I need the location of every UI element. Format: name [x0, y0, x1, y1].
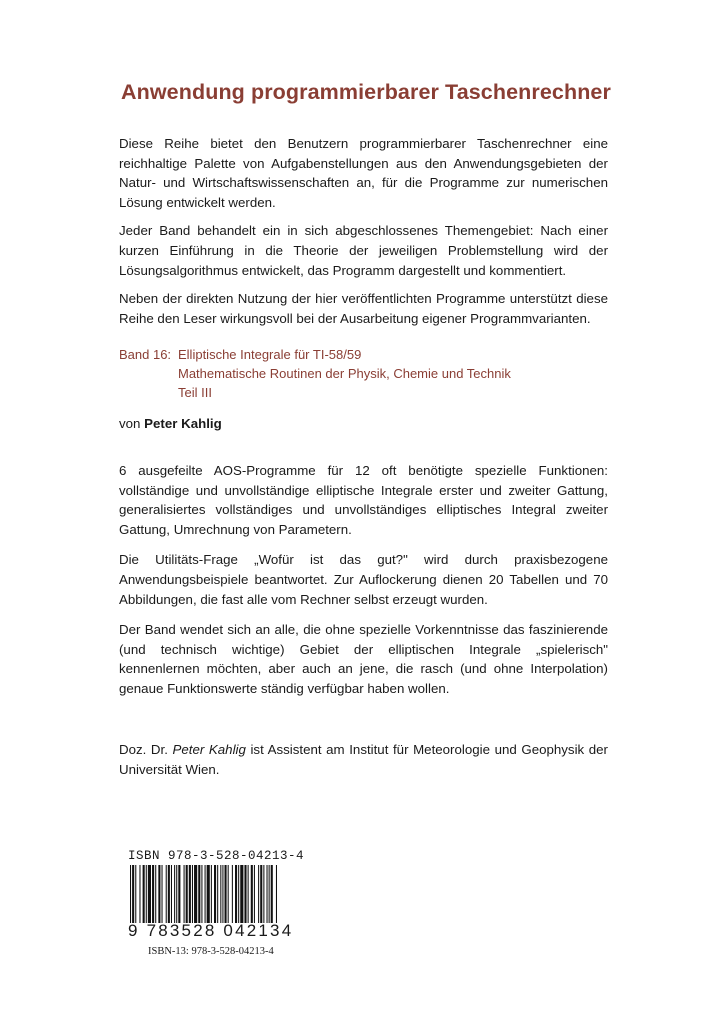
volume-label: Band 16: [119, 347, 172, 362]
barcode-bar [132, 865, 134, 923]
barcode-bar [166, 865, 167, 923]
barcode-bar [178, 865, 180, 923]
barcode-digits: 9 783528 042134 [128, 921, 294, 940]
barcode-bar [189, 865, 191, 923]
barcode-bar [269, 865, 270, 923]
barcode-bar [225, 865, 227, 923]
barcode-bar [238, 865, 239, 923]
volume-title: Elliptische Integrale für TI-58/59 [178, 347, 362, 362]
barcode-bar [267, 865, 268, 923]
barcode-bar [258, 865, 259, 923]
barcode-bar [143, 865, 145, 923]
barcode-bar [186, 865, 188, 923]
barcode-bar [135, 865, 136, 923]
barcode-bar [158, 865, 160, 923]
barcode-bar [220, 865, 221, 923]
barcode-bar [271, 865, 273, 923]
barcode-bar [232, 865, 233, 923]
barcode-bar [155, 865, 156, 923]
intro-paragraph: Neben der direkten Nutzung der hier veröffentlichten Programme unterstützt diese Reihe den Leser wirkungsvoll bei der Ausarbeitung eigener Programmvarianten. [119, 291, 608, 326]
volume-description [119, 461, 608, 710]
barcode-bar [130, 865, 131, 923]
barcode-bar [168, 865, 170, 923]
barcode-bar [248, 865, 249, 923]
barcode-bar [251, 865, 253, 923]
barcode-bar [228, 865, 229, 923]
barcode-bar [171, 865, 172, 923]
barcode-bar [162, 865, 163, 923]
author-line [119, 416, 222, 431]
barcode-bar [198, 865, 200, 923]
barcode-bar [263, 865, 264, 923]
barcode-bar [174, 865, 175, 923]
author-name: Peter Kahlig [144, 416, 222, 431]
barcode-bar [205, 865, 206, 923]
barcode-bar [201, 865, 202, 923]
barcode-image [128, 865, 280, 923]
series-intro [119, 134, 608, 337]
barcode-bar [207, 865, 210, 923]
volume-subtitle: Mathematische Routinen der Physik, Chemie und Technik [178, 366, 511, 381]
isbn-header: ISBN 978-3-528-04213-4 [128, 849, 305, 863]
barcode-bar [184, 865, 185, 923]
intro-paragraph: Diese Reihe bietet den Benutzern programmierbarer Taschenrechner eine reichhaltige Palette von Aufgabenstellungen aus den Anwendungsgebieten der Natur- und Wirtschaftswissenschaften an, für die Programme zur numerischen Lösung entwickelt werden. [119, 136, 608, 210]
volume-part: Teil III [178, 385, 212, 400]
barcode-bar [240, 865, 243, 923]
barcode-bar [176, 865, 177, 923]
barcode-bar [214, 865, 216, 923]
barcode-block [128, 849, 304, 941]
barcode-bar [139, 865, 140, 923]
bio-paragraph [119, 740, 608, 779]
isbn-13-label: ISBN-13: 978-3-528-04213-4 [148, 946, 274, 957]
barcode-bar [211, 865, 212, 923]
barcode-bar [222, 865, 223, 923]
barcode-bar [146, 865, 147, 923]
barcode-bar [148, 865, 151, 923]
barcode-bar [217, 865, 218, 923]
barcode-bar [244, 865, 246, 923]
barcode-bar [152, 865, 154, 923]
author-prefix: von [119, 416, 141, 431]
barcode-bar [260, 865, 262, 923]
description-paragraph: Der Band wendet sich an alle, die ohne spezielle Vorkenntnisse das faszinierende (und technisch wichtige) Gebiet der elliptischen Integrale „spielerisch" kennenlernen möchten, aber auch an jene, die rasch (und ohne Interpolation) genaue Funktionswerte ständig verfügbar haben wollen. [119, 622, 608, 696]
bio-title: Doz. Dr. [119, 742, 168, 757]
bio-text: ist Assistent am Institut für Meteorologie und Geophysik der Universität Wien. [119, 742, 608, 777]
description-paragraph: Die Utilitäts-Frage „Wofür ist das gut?" wird durch praxisbezogene Anwendungsbeispiele beantwortet. Zur Auflockerung dienen 20 Tabellen und 70 Abbildungen, die fast alle vom Rechner selbst erzeugt wurden. [119, 552, 608, 607]
intro-paragraph: Jeder Band behandelt ein in sich abgeschlossenes Themengebiet: Nach einer kurzen Einführung in die Theorie der jeweiligen Problemstellung wird der Lösungsalgorithmus entwickelt, das Programm dargestellt und kommentiert. [119, 223, 608, 278]
barcode-bar [276, 865, 277, 923]
barcode-bar [254, 865, 255, 923]
bio-name: Peter Kahlig [172, 742, 246, 757]
barcode-bar [235, 865, 237, 923]
barcode-bar [194, 865, 197, 923]
description-paragraph: 6 ausgefeilte AOS-Programme für 12 oft benötigte spezielle Funktionen: vollständige und unvollständige elliptische Integrale erster und zweiter Gattung, generalisiertes vollständiges und unvollständiges elliptisches Integral zweiter Gattung, Umrechnung von Parametern. [119, 463, 608, 537]
series-title: Anwendung programmierbarer Taschenrechner [121, 80, 611, 104]
volume-info [119, 345, 511, 402]
barcode-bar [192, 865, 193, 923]
author-bio [119, 740, 608, 779]
